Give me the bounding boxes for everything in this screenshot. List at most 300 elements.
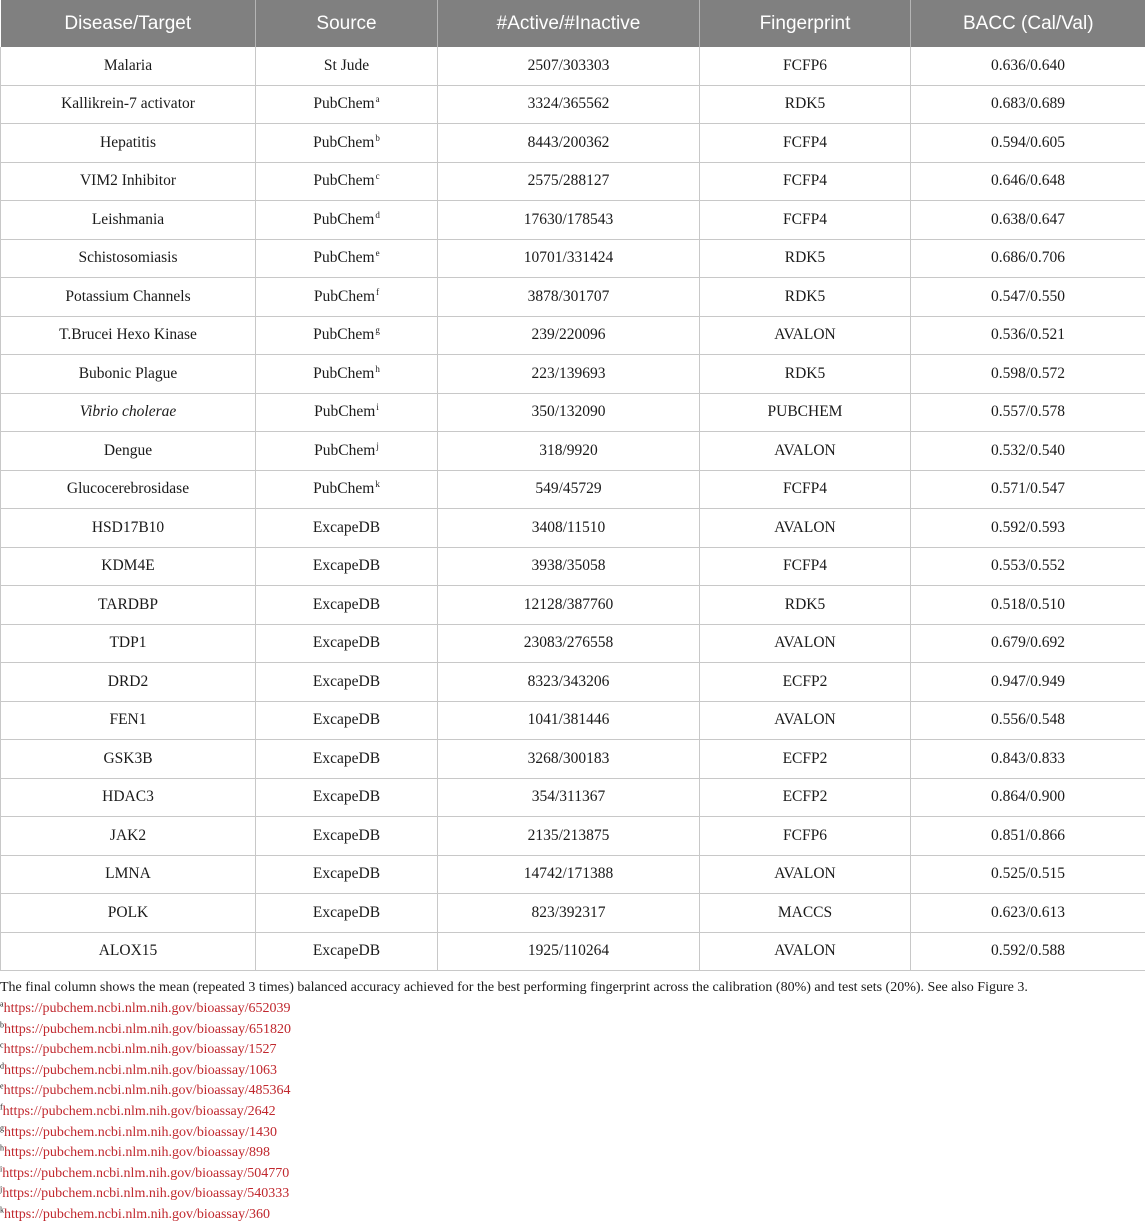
cell-bacc-text: 0.518/0.510 bbox=[991, 596, 1065, 613]
cell-fingerprint-text: RDK5 bbox=[785, 95, 825, 112]
cell-target-text: LMNA bbox=[105, 865, 151, 882]
footnote-link-marker: b bbox=[0, 1020, 4, 1029]
cell-fingerprint bbox=[700, 778, 911, 817]
cell-counts bbox=[438, 663, 700, 702]
cell-fingerprint bbox=[700, 201, 911, 240]
cell-bacc-text: 0.843/0.833 bbox=[991, 750, 1065, 767]
cell-fingerprint-text: AVALON bbox=[774, 634, 835, 651]
cell-target bbox=[1, 663, 256, 702]
cell-counts bbox=[438, 509, 700, 548]
table-row bbox=[1, 432, 1145, 471]
cell-counts-text: 549/45729 bbox=[535, 480, 601, 497]
cell-fingerprint-text: AVALON bbox=[774, 519, 835, 536]
table-header-row bbox=[1, 0, 1145, 47]
cell-bacc-text: 0.679/0.692 bbox=[991, 634, 1065, 651]
cell-fingerprint-text: PUBCHEM bbox=[768, 403, 843, 420]
cell-target-text: TARDBP bbox=[98, 596, 158, 613]
cell-bacc bbox=[911, 355, 1145, 394]
cell-source-text: PubChem bbox=[314, 403, 375, 420]
cell-source-text: ExcapeDB bbox=[313, 788, 380, 805]
cell-fingerprint bbox=[700, 624, 911, 663]
cell-source-text: PubChem bbox=[313, 480, 374, 497]
cell-bacc-text: 0.592/0.588 bbox=[991, 942, 1065, 959]
cell-target bbox=[1, 278, 256, 317]
cell-source bbox=[256, 278, 438, 317]
table-row bbox=[1, 47, 1145, 85]
cell-fingerprint bbox=[700, 85, 911, 124]
cell-target bbox=[1, 855, 256, 894]
cell-bacc bbox=[911, 855, 1145, 894]
cell-counts-text: 350/132090 bbox=[531, 403, 605, 420]
cell-counts-text: 2507/303303 bbox=[528, 57, 610, 74]
footnote-link-item bbox=[0, 1205, 1145, 1226]
cell-fingerprint bbox=[700, 355, 911, 394]
cell-bacc bbox=[911, 817, 1145, 856]
cell-source bbox=[256, 470, 438, 509]
cell-bacc-text: 0.646/0.648 bbox=[991, 172, 1065, 189]
table-row bbox=[1, 624, 1145, 663]
footnote-marker: g bbox=[375, 325, 380, 335]
footnote-link-marker: d bbox=[0, 1061, 4, 1070]
cell-bacc bbox=[911, 432, 1145, 471]
cell-bacc bbox=[911, 162, 1145, 201]
cell-target-text: T.Brucei Hexo Kinase bbox=[59, 326, 197, 343]
footnote-marker: e bbox=[376, 248, 380, 258]
cell-bacc bbox=[911, 778, 1145, 817]
cell-source-text: St Jude bbox=[324, 57, 369, 74]
footnote-link-item bbox=[0, 1184, 1145, 1205]
cell-source-text: ExcapeDB bbox=[313, 596, 380, 613]
cell-target bbox=[1, 932, 256, 971]
cell-bacc-text: 0.536/0.521 bbox=[991, 326, 1065, 343]
cell-counts bbox=[438, 855, 700, 894]
cell-source bbox=[256, 894, 438, 933]
cell-target-text: Vibrio cholerae bbox=[80, 403, 177, 420]
cell-bacc-text: 0.623/0.613 bbox=[991, 904, 1065, 921]
footnote-link-marker: k bbox=[0, 1205, 4, 1214]
header-fingerprint: Fingerprint bbox=[700, 0, 911, 47]
cell-counts bbox=[438, 355, 700, 394]
cell-target-text: TDP1 bbox=[109, 634, 146, 651]
cell-target bbox=[1, 586, 256, 625]
footnote-marker: f bbox=[376, 287, 379, 297]
table-row bbox=[1, 278, 1145, 317]
cell-fingerprint-text: AVALON bbox=[774, 865, 835, 882]
cell-bacc bbox=[911, 663, 1145, 702]
cell-counts bbox=[438, 239, 700, 278]
cell-source-text: PubChem bbox=[314, 288, 375, 305]
cell-counts-text: 14742/171388 bbox=[524, 865, 614, 882]
cell-fingerprint-text: RDK5 bbox=[785, 365, 825, 382]
cell-target-text: Bubonic Plague bbox=[79, 365, 178, 382]
table-row bbox=[1, 470, 1145, 509]
cell-source bbox=[256, 162, 438, 201]
cell-counts-text: 8443/200362 bbox=[528, 134, 610, 151]
footnote-marker: j bbox=[376, 441, 379, 451]
footnote-link-url[interactable]: https://pubchem.ncbi.nlm.nih.gov/bioassay/540333 bbox=[2, 1186, 289, 1201]
cell-source-text: ExcapeDB bbox=[313, 557, 380, 574]
cell-bacc-text: 0.553/0.552 bbox=[991, 557, 1065, 574]
cell-source bbox=[256, 47, 438, 85]
cell-bacc-text: 0.592/0.593 bbox=[991, 519, 1065, 536]
cell-fingerprint-text: RDK5 bbox=[785, 596, 825, 613]
footnote-link-url[interactable]: https://pubchem.ncbi.nlm.nih.gov/bioassay/1430 bbox=[4, 1125, 277, 1140]
cell-fingerprint bbox=[700, 393, 911, 432]
cell-fingerprint-text: ECFP2 bbox=[783, 788, 828, 805]
cell-source-text: ExcapeDB bbox=[313, 519, 380, 536]
cell-bacc bbox=[911, 701, 1145, 740]
cell-target-text: KDM4E bbox=[101, 557, 154, 574]
cell-fingerprint bbox=[700, 47, 911, 85]
cell-source-text: PubChem bbox=[314, 442, 375, 459]
cell-counts-text: 23083/276558 bbox=[524, 634, 614, 651]
table-row bbox=[1, 355, 1145, 394]
cell-target bbox=[1, 509, 256, 548]
cell-bacc bbox=[911, 894, 1145, 933]
cell-fingerprint-text: FCFP6 bbox=[783, 827, 827, 844]
cell-fingerprint bbox=[700, 239, 911, 278]
cell-source bbox=[256, 124, 438, 163]
cell-target bbox=[1, 124, 256, 163]
cell-bacc-text: 0.532/0.540 bbox=[991, 442, 1065, 459]
cell-fingerprint bbox=[700, 278, 911, 317]
cell-fingerprint-text: FCFP4 bbox=[783, 480, 827, 497]
cell-counts-text: 239/220096 bbox=[531, 326, 605, 343]
cell-target bbox=[1, 201, 256, 240]
cell-fingerprint bbox=[700, 586, 911, 625]
cell-target-text: Leishmania bbox=[92, 211, 164, 228]
cell-target-text: HSD17B10 bbox=[92, 519, 164, 536]
cell-fingerprint-text: MACCS bbox=[778, 904, 832, 921]
footnote-marker: b bbox=[375, 133, 380, 143]
cell-counts-text: 1925/110264 bbox=[528, 942, 609, 959]
cell-fingerprint bbox=[700, 701, 911, 740]
cell-fingerprint-text: RDK5 bbox=[785, 249, 825, 266]
footnote-link-url[interactable]: https://pubchem.ncbi.nlm.nih.gov/bioassay/504770 bbox=[2, 1166, 289, 1181]
cell-source bbox=[256, 509, 438, 548]
cell-fingerprint bbox=[700, 316, 911, 355]
footnote-link-url[interactable]: https://pubchem.ncbi.nlm.nih.gov/bioassay/1063 bbox=[4, 1063, 277, 1078]
cell-counts bbox=[438, 47, 700, 85]
table-row bbox=[1, 894, 1145, 933]
cell-bacc bbox=[911, 316, 1145, 355]
cell-fingerprint-text: AVALON bbox=[774, 711, 835, 728]
cell-counts-text: 2135/213875 bbox=[528, 827, 610, 844]
cell-bacc-text: 0.864/0.900 bbox=[991, 788, 1065, 805]
cell-target bbox=[1, 470, 256, 509]
cell-counts bbox=[438, 547, 700, 586]
cell-fingerprint-text: AVALON bbox=[774, 942, 835, 959]
table-row bbox=[1, 201, 1145, 240]
cell-target-text: POLK bbox=[108, 904, 148, 921]
footnote-link-marker: c bbox=[0, 1041, 4, 1050]
cell-target-text: Potassium Channels bbox=[65, 288, 190, 305]
cell-counts-text: 2575/288127 bbox=[528, 172, 610, 189]
cell-fingerprint-text: FCFP4 bbox=[783, 211, 827, 228]
header-disease-target: Disease/Target bbox=[1, 0, 256, 47]
cell-bacc-text: 0.638/0.647 bbox=[991, 211, 1065, 228]
cell-target-text: Malaria bbox=[104, 57, 152, 74]
table-row bbox=[1, 663, 1145, 702]
cell-bacc bbox=[911, 393, 1145, 432]
cell-bacc bbox=[911, 586, 1145, 625]
footnote-marker: i bbox=[376, 402, 379, 412]
cell-bacc bbox=[911, 547, 1145, 586]
cell-counts bbox=[438, 470, 700, 509]
cell-target bbox=[1, 355, 256, 394]
cell-fingerprint bbox=[700, 817, 911, 856]
footnote-link-marker: a bbox=[0, 999, 4, 1008]
footnote-link-marker: e bbox=[0, 1082, 4, 1091]
cell-counts-text: 3878/301707 bbox=[528, 288, 610, 305]
cell-fingerprint-text: FCFP4 bbox=[783, 134, 827, 151]
cell-counts bbox=[438, 586, 700, 625]
footnote-marker: d bbox=[375, 210, 380, 220]
cell-counts bbox=[438, 162, 700, 201]
cell-source bbox=[256, 778, 438, 817]
cell-source-text: ExcapeDB bbox=[313, 634, 380, 651]
cell-target bbox=[1, 624, 256, 663]
cell-fingerprint bbox=[700, 547, 911, 586]
footnote-link-url[interactable]: https://pubchem.ncbi.nlm.nih.gov/bioassay/898 bbox=[4, 1145, 270, 1160]
cell-counts bbox=[438, 778, 700, 817]
cell-counts-text: 223/139693 bbox=[531, 365, 605, 382]
cell-target bbox=[1, 47, 256, 85]
cell-bacc bbox=[911, 740, 1145, 779]
cell-source-text: PubChem bbox=[313, 249, 374, 266]
cell-bacc-text: 0.557/0.578 bbox=[991, 403, 1065, 420]
table-row bbox=[1, 778, 1145, 817]
cell-bacc bbox=[911, 47, 1145, 85]
cell-fingerprint bbox=[700, 124, 911, 163]
cell-target-text: Kallikrein-7 activator bbox=[61, 95, 195, 112]
cell-target-text: GSK3B bbox=[103, 750, 152, 767]
cell-source-text: ExcapeDB bbox=[313, 750, 380, 767]
cell-bacc bbox=[911, 85, 1145, 124]
cell-source bbox=[256, 393, 438, 432]
cell-fingerprint bbox=[700, 932, 911, 971]
table-body bbox=[1, 47, 1145, 971]
cell-counts-text: 3408/11510 bbox=[532, 519, 605, 536]
footnote-link-url[interactable]: https://pubchem.ncbi.nlm.nih.gov/bioassay/1527 bbox=[4, 1042, 277, 1057]
footnote-description: The final column shows the mean (repeated 3 times) balanced accuracy achieved for the best performing fingerprint across the calibration (80%) and test sets (20%). See also Figure 3. bbox=[0, 978, 1145, 998]
header-bacc: BACC (Cal/Val) bbox=[911, 0, 1145, 47]
table-row bbox=[1, 547, 1145, 586]
cell-source-text: PubChem bbox=[313, 134, 374, 151]
cell-counts-text: 823/392317 bbox=[531, 904, 605, 921]
footnote-links bbox=[0, 999, 1145, 1226]
cell-source-text: PubChem bbox=[313, 365, 374, 382]
cell-bacc-text: 0.947/0.949 bbox=[991, 673, 1065, 690]
footnote-link-url[interactable]: https://pubchem.ncbi.nlm.nih.gov/bioassay/360 bbox=[4, 1207, 270, 1222]
cell-fingerprint bbox=[700, 432, 911, 471]
cell-bacc bbox=[911, 509, 1145, 548]
cell-source-text: PubChem bbox=[313, 326, 374, 343]
table-row bbox=[1, 316, 1145, 355]
cell-bacc bbox=[911, 624, 1145, 663]
cell-fingerprint bbox=[700, 663, 911, 702]
cell-counts-text: 3938/35058 bbox=[531, 557, 605, 574]
table-row bbox=[1, 855, 1145, 894]
footnote-link-item bbox=[0, 1164, 1145, 1185]
cell-fingerprint bbox=[700, 470, 911, 509]
cell-bacc bbox=[911, 124, 1145, 163]
table-row bbox=[1, 85, 1145, 124]
footnote-marker: c bbox=[376, 171, 380, 181]
cell-fingerprint bbox=[700, 740, 911, 779]
cell-source bbox=[256, 355, 438, 394]
cell-source-text: PubChem bbox=[313, 95, 374, 112]
cell-bacc bbox=[911, 239, 1145, 278]
cell-fingerprint-text: FCFP6 bbox=[783, 57, 827, 74]
cell-counts bbox=[438, 278, 700, 317]
cell-counts bbox=[438, 817, 700, 856]
table-row bbox=[1, 393, 1145, 432]
cell-fingerprint-text: FCFP4 bbox=[783, 172, 827, 189]
cell-fingerprint bbox=[700, 509, 911, 548]
footnote-link-marker: h bbox=[0, 1144, 4, 1153]
cell-fingerprint bbox=[700, 162, 911, 201]
cell-source bbox=[256, 855, 438, 894]
header-source: Source bbox=[256, 0, 438, 47]
cell-bacc-text: 0.683/0.689 bbox=[991, 95, 1065, 112]
cell-counts-text: 354/311367 bbox=[532, 788, 605, 805]
cell-source bbox=[256, 547, 438, 586]
cell-bacc bbox=[911, 278, 1145, 317]
cell-counts-text: 3324/365562 bbox=[528, 95, 610, 112]
cell-source-text: ExcapeDB bbox=[313, 942, 380, 959]
cell-fingerprint bbox=[700, 855, 911, 894]
cell-bacc-text: 0.525/0.515 bbox=[991, 865, 1065, 882]
footnote-link-item bbox=[0, 1143, 1145, 1164]
cell-source bbox=[256, 316, 438, 355]
header-active-inactive: #Active/#Inactive bbox=[438, 0, 700, 47]
cell-counts bbox=[438, 701, 700, 740]
cell-source bbox=[256, 201, 438, 240]
cell-source bbox=[256, 586, 438, 625]
cell-fingerprint-text: RDK5 bbox=[785, 288, 825, 305]
cell-target bbox=[1, 701, 256, 740]
cell-target bbox=[1, 393, 256, 432]
cell-target-text: VIM2 Inhibitor bbox=[80, 172, 176, 189]
cell-counts bbox=[438, 393, 700, 432]
cell-source bbox=[256, 817, 438, 856]
cell-bacc-text: 0.556/0.548 bbox=[991, 711, 1065, 728]
cell-target bbox=[1, 778, 256, 817]
footnote-link-url[interactable]: https://pubchem.ncbi.nlm.nih.gov/bioassay/652039 bbox=[4, 1001, 291, 1016]
cell-fingerprint-text: AVALON bbox=[774, 326, 835, 343]
cell-source-text: PubChem bbox=[313, 211, 374, 228]
cell-target bbox=[1, 740, 256, 779]
cell-bacc bbox=[911, 932, 1145, 971]
footnote-link-item bbox=[0, 1020, 1145, 1041]
cell-counts-text: 318/9920 bbox=[539, 442, 598, 459]
table-row bbox=[1, 932, 1145, 971]
cell-bacc-text: 0.851/0.866 bbox=[991, 827, 1065, 844]
cell-source-text: ExcapeDB bbox=[313, 673, 380, 690]
cell-source-text: ExcapeDB bbox=[313, 827, 380, 844]
footnote-link-url[interactable]: https://pubchem.ncbi.nlm.nih.gov/bioassay/485364 bbox=[4, 1083, 291, 1098]
cell-source bbox=[256, 740, 438, 779]
cell-target bbox=[1, 817, 256, 856]
cell-target-text: Schistosomiasis bbox=[78, 249, 177, 266]
table-row bbox=[1, 740, 1145, 779]
cell-fingerprint-text: FCFP4 bbox=[783, 557, 827, 574]
cell-fingerprint-text: AVALON bbox=[774, 442, 835, 459]
table-row bbox=[1, 239, 1145, 278]
cell-counts bbox=[438, 85, 700, 124]
cell-counts bbox=[438, 740, 700, 779]
cell-bacc-text: 0.636/0.640 bbox=[991, 57, 1065, 74]
footnote-link-marker: i bbox=[0, 1164, 2, 1173]
footnote-link-url[interactable]: https://pubchem.ncbi.nlm.nih.gov/bioassay/2642 bbox=[3, 1104, 276, 1119]
footnote-link-item bbox=[0, 1061, 1145, 1082]
cell-bacc-text: 0.571/0.547 bbox=[991, 480, 1065, 497]
cell-target bbox=[1, 432, 256, 471]
cell-counts-text: 8323/343206 bbox=[528, 673, 610, 690]
cell-source-text: ExcapeDB bbox=[313, 865, 380, 882]
footnote-link-url[interactable]: https://pubchem.ncbi.nlm.nih.gov/bioassay/651820 bbox=[4, 1022, 291, 1037]
cell-target bbox=[1, 162, 256, 201]
cell-bacc-text: 0.594/0.605 bbox=[991, 134, 1065, 151]
cell-bacc bbox=[911, 201, 1145, 240]
cell-source-text: ExcapeDB bbox=[313, 904, 380, 921]
cell-counts-text: 17630/178543 bbox=[524, 211, 614, 228]
cell-target-text: JAK2 bbox=[110, 827, 146, 844]
cell-target-text: ALOX15 bbox=[99, 942, 158, 959]
cell-counts-text: 10701/331424 bbox=[524, 249, 614, 266]
cell-counts-text: 1041/381446 bbox=[528, 711, 610, 728]
cell-counts bbox=[438, 124, 700, 163]
cell-fingerprint-text: ECFP2 bbox=[783, 673, 828, 690]
cell-source-text: ExcapeDB bbox=[313, 711, 380, 728]
footnote-link-item bbox=[0, 1102, 1145, 1123]
footnote-marker: h bbox=[375, 364, 380, 374]
cell-source bbox=[256, 239, 438, 278]
footnote-link-item bbox=[0, 1123, 1145, 1144]
cell-target-text: Glucocerebrosidase bbox=[67, 480, 189, 497]
cell-bacc bbox=[911, 470, 1145, 509]
cell-counts bbox=[438, 624, 700, 663]
table-row bbox=[1, 586, 1145, 625]
cell-target-text: FEN1 bbox=[109, 711, 146, 728]
footnote-marker: a bbox=[376, 94, 380, 104]
footnote-link-item bbox=[0, 1081, 1145, 1102]
footnote-link-item bbox=[0, 999, 1145, 1020]
table-footnotes bbox=[0, 978, 1145, 1226]
cell-source bbox=[256, 663, 438, 702]
cell-target bbox=[1, 85, 256, 124]
cell-bacc-text: 0.547/0.550 bbox=[991, 288, 1065, 305]
cell-fingerprint-text: ECFP2 bbox=[783, 750, 828, 767]
cell-counts bbox=[438, 201, 700, 240]
cell-counts bbox=[438, 932, 700, 971]
table-row bbox=[1, 701, 1145, 740]
table-row bbox=[1, 124, 1145, 163]
cell-counts bbox=[438, 432, 700, 471]
table-row bbox=[1, 509, 1145, 548]
cell-counts bbox=[438, 316, 700, 355]
cell-counts-text: 12128/387760 bbox=[524, 596, 614, 613]
cell-source bbox=[256, 85, 438, 124]
cell-source-text: PubChem bbox=[313, 172, 374, 189]
cell-bacc-text: 0.686/0.706 bbox=[991, 249, 1065, 266]
cell-target bbox=[1, 239, 256, 278]
table-row bbox=[1, 162, 1145, 201]
cell-target-text: DRD2 bbox=[108, 673, 148, 690]
cell-source bbox=[256, 432, 438, 471]
cell-source bbox=[256, 624, 438, 663]
